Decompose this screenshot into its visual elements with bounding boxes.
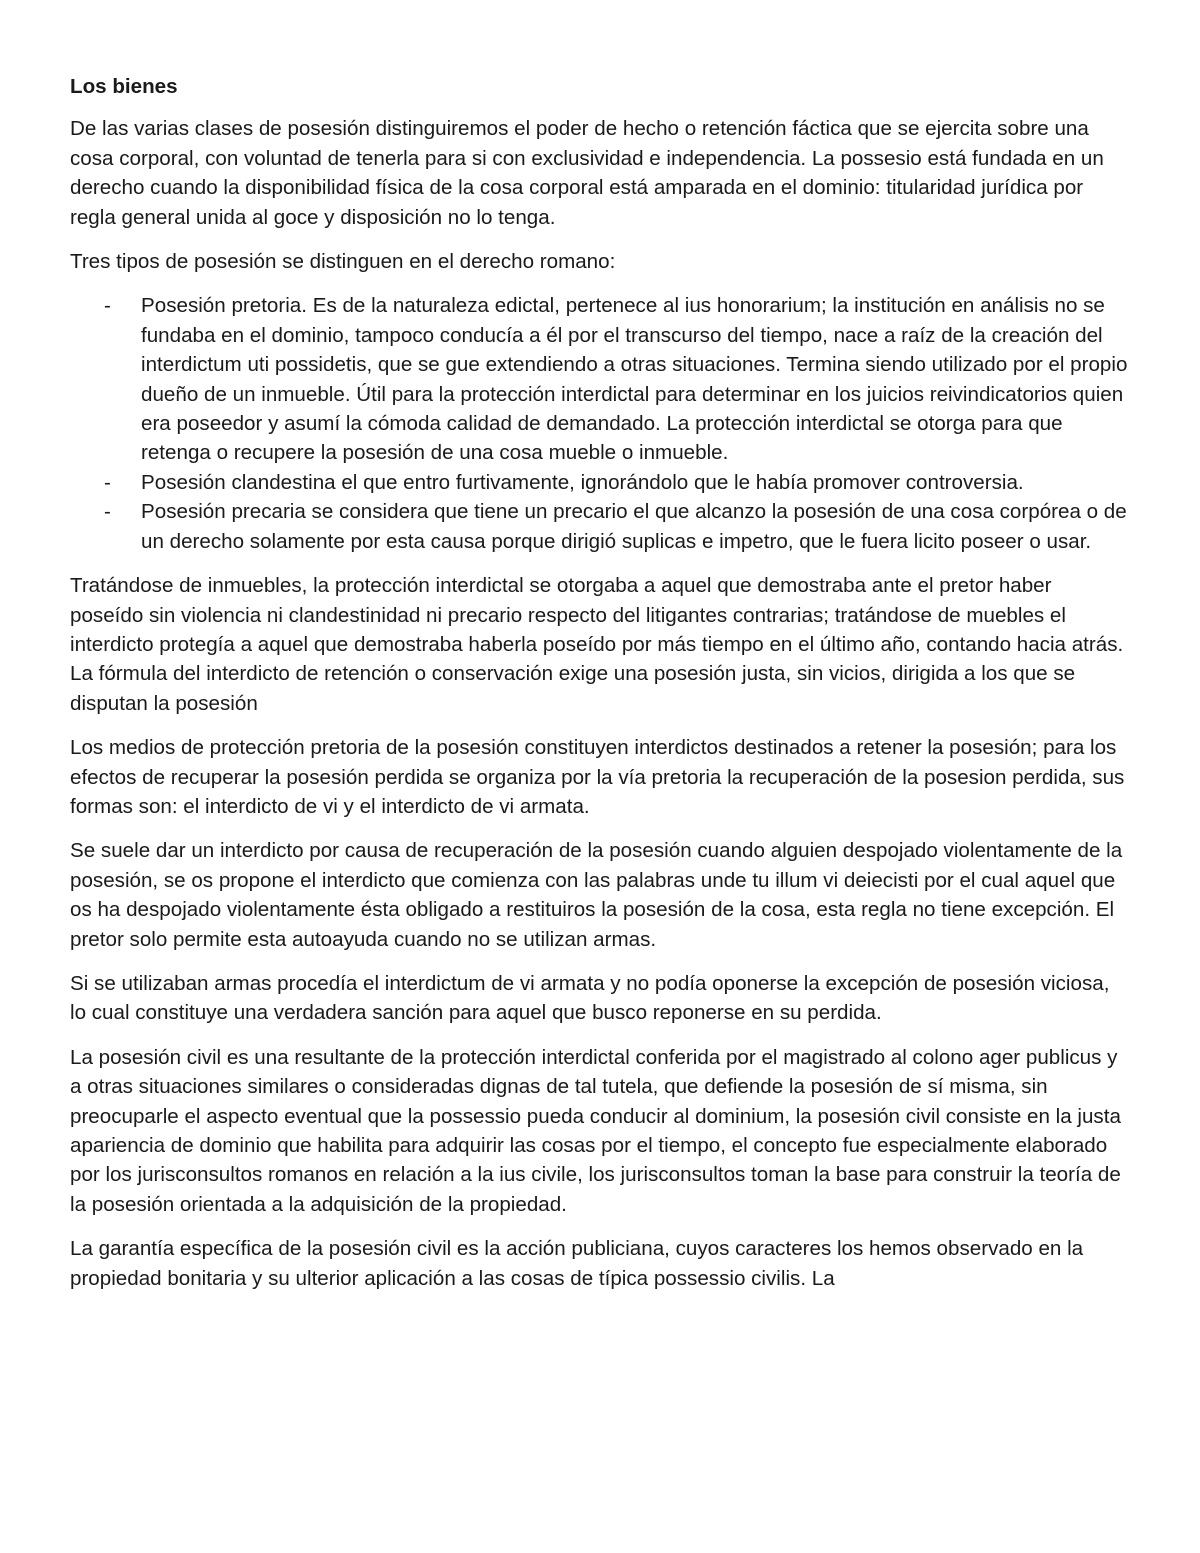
- list-dash-marker: -: [104, 294, 111, 318]
- list-item-text: Posesión precaria se considera que tiene un precario el que alcanzo la posesión de una cosa corpórea o de un derecho solamente por esta causa porque dirigió suplicas e impetro, que le fuera licito poseer o usar.: [141, 500, 1127, 553]
- paragraph-inmuebles: Tratándose de inmuebles, la protección interdictal se otorgaba a aquel que demostraba ante el pretor haber poseído sin violencia ni clandestinidad ni precario respecto del litigantes contrarias; tratándose de muebles el interdicto protegía a aquel que demostraba haberla poseído por más tiempo en el último año, contando hacia atrás. La fórmula del interdicto de retención o conservación exige una posesión justa, sin vicios, dirigida a los que se disputan la posesión: [70, 574, 1124, 715]
- list-item: [70, 497, 1130, 556]
- paragraph-recuperacion: Se suele dar un interdicto por causa de recuperación de la posesión cuando alguien despojado violentamente de la posesión, se os propone el interdicto que comienza con las palabras unde tu illum vi deiecisti por el cual aquel que os ha despojado violentamente ésta obligado a restituiros la posesión de la cosa, esta regla no tiene excepción. El pretor solo permite esta autoayuda cuando no se utilizan armas.: [70, 839, 1123, 951]
- paragraph-vi-armata: Si se utilizaban armas procedía el interdictum de vi armata y no podía oponerse la excepción de posesión viciosa, lo cual constituye una verdadera sanción para aquel que busco reponerse en su perdida.: [70, 971, 1110, 1025]
- paragraph-posesion-civil: La posesión civil es una resultante de la protección interdictal conferida por el magistrado al colono ager publicus y a otras situaciones similares o consideradas dignas de tal tutela, que defiende la posesión de sí misma, sin preocuparle el aspecto eventual que la possessio pueda conducir al dominium, la posesión civil consiste en la justa apariencia de dominio que habilita para adquirir las cosas por el tiempo, el concepto fue especialmente elaborado por los jurisconsultos romanos en relación a la ius civile, los jurisconsultos toman la base para construir la teoría de la posesión orientada a la adquisición de la propiedad.: [70, 1045, 1121, 1216]
- list-item: [70, 468, 1130, 497]
- list-item-text: Posesión clandestina el que entro furtivamente, ignorándolo que le había promover controversia.: [141, 470, 1024, 494]
- types-list: [70, 291, 1130, 556]
- paragraph-accion-publiciana: La garantía específica de la posesión civil es la acción publiciana, cuyos caracteres los hemos observado en la propiedad bonitaria y su ulterior aplicación a las cosas de típica possessio civilis. La: [70, 1237, 1084, 1290]
- list-item: [70, 291, 1130, 467]
- document-page: [70, 72, 1130, 1308]
- document-title: Los bienes: [70, 75, 178, 98]
- list-dash-marker: -: [104, 500, 111, 524]
- list-item-text: Posesión pretoria. Es de la naturaleza edictal, pertenece al ius honorarium; la institución en análisis no se fundaba en el dominio, tampoco conducía a él por el transcurso del tiempo, nace a raíz de la creación del interdictum uti possidetis, que se gue extendiendo a otras situaciones. Termina siendo utilizado por el propio dueño de un inmueble. Útil para la protección interdictal para determinar en los juicios reivindicatorios quien era poseedor y asumí la cómoda calidad de demandado. La protección interdictal se otorga para que retenga o recupere la posesión de una cosa mueble o inmueble.: [141, 294, 1128, 465]
- paragraph-medios-proteccion: Los medios de protección pretoria de la posesión constituyen interdictos destinados a retener la posesión; para los efectos de recuperar la posesión perdida se organiza por la vía pretoria la recuperación de la posesion perdida, sus formas son: el interdicto de vi y el interdicto de vi armata.: [70, 736, 1125, 818]
- list-dash-marker: -: [104, 470, 111, 494]
- paragraph-types-intro: Tres tipos de posesión se distinguen en el derecho romano:: [70, 250, 616, 274]
- paragraph-posesion-definition: De las varias clases de posesión distinguiremos el poder de hecho o retención fáctica que se ejercita sobre una cosa corporal, con voluntad de tenerla para si con exclusividad e independencia. La possesio está fundada en un derecho cuando la disponibilidad física de la cosa corporal está amparada en el dominio: titularidad jurídica por regla general unida al goce y disposición no lo tenga.: [70, 117, 1104, 229]
